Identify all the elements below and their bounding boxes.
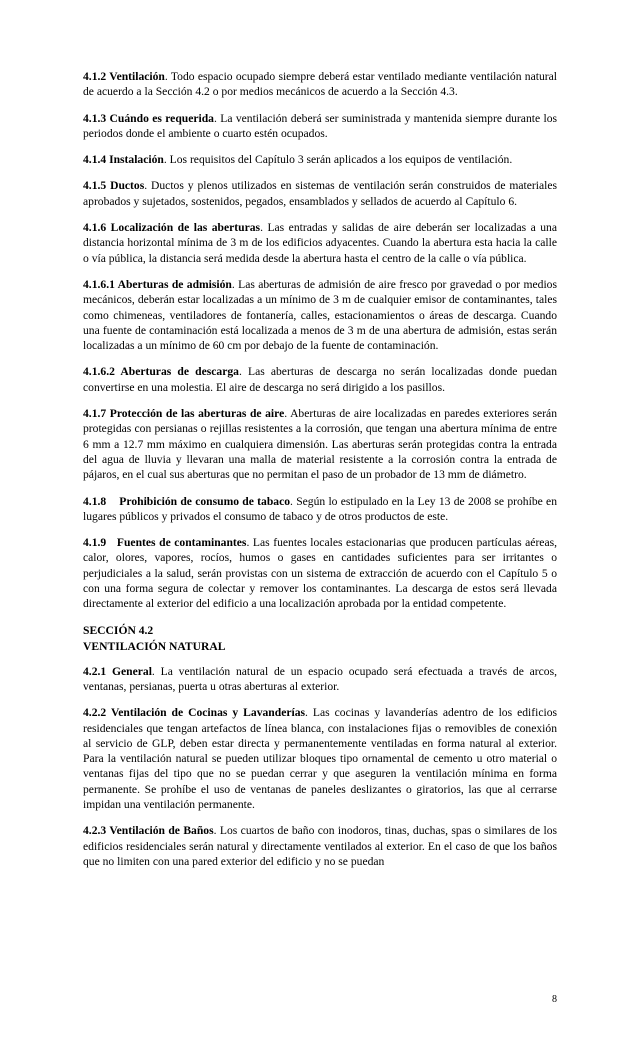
paragraph-4-1-8	[83, 494, 557, 525]
heading-separator: .	[163, 153, 170, 167]
paragraph-heading: 4.2.1 General	[83, 664, 152, 678]
paragraph-text: Ductos y plenos utilizados en sistemas de ventilación serán construidos de materiales aprobados y sujetados, sostenidos, pegados, ensamblados y sellados de acuerdo al Capítulo 6.	[83, 179, 557, 208]
heading-separator: .	[231, 277, 239, 291]
paragraph-heading: 4.1.5 Ductos	[83, 179, 145, 193]
heading-separator: .	[144, 179, 152, 193]
section-number: SECCIÓN 4.2	[83, 623, 154, 637]
paragraph-4-1-6-2	[83, 364, 557, 395]
heading-separator: .	[213, 111, 221, 125]
paragraph-text: Las fuentes locales estacionarias que producen partículas aéreas, calor, olores, vapores, rocíos, humos o gases en cantidades suficientes para ser irritantes o perjudiciales a la salud, serán provistas con un sistema de extracción de acuerdo con el Capítulo 5 o con una forma segura de colectar y remover los contaminantes. La descarga de estos será llevada directamente al exterior del edificio a una localización aprobada por la entidad competente.	[83, 536, 558, 611]
paragraph-heading: 4.2.2 Ventilación de Cocinas y Lavanderías	[83, 706, 306, 720]
paragraph-heading: 4.1.6.1 Aberturas de admisión	[83, 277, 232, 291]
paragraph-4-1-3	[83, 111, 557, 142]
paragraph-heading: 4.1.2 Ventilación	[83, 70, 165, 83]
paragraph-text: Según lo estipulado en la Ley 13 de 2008 se prohíbe en lugares públicos y privados el consumo de tabaco y de otros productos de este.	[83, 494, 557, 523]
paragraph-text: Los cuartos de baño con inodoros, tinas, duchas, spas o similares de los edificios residenciales serán natural y directamente ventilados al exterior. En el caso de que los baños que no limiten con una pared exterior del edificio y no se puedan	[83, 824, 558, 868]
paragraph-heading: 4.1.3 Cuándo es requerida	[83, 111, 214, 125]
paragraph-text: Las aberturas de admisión de aire fresco por gravedad o por medios mecánicos, deberán estar localizadas a un mínimo de 3 m de cualquier emisor de contaminantes, tales como chimeneas, ventiladores de fontanería, calles, estacionamientos o áreas de descarga. Cuando una fuente de contaminación está localizada a menos de 3 m de una abertura de admisión, estas serán localizadas a un mínimo de 60 cm por debajo de la fuente de contaminación.	[83, 277, 557, 353]
heading-separator: .	[305, 706, 313, 720]
section-title: VENTILACIÓN NATURAL	[83, 639, 226, 653]
section-heading	[83, 623, 557, 655]
paragraph-4-1-7	[83, 406, 557, 482]
paragraph-heading: 4.2.3 Ventilación de Baños	[83, 824, 214, 838]
paragraph-heading: 4.1.8 Prohibición de consumo de tabaco	[83, 494, 291, 508]
paragraph-text: La ventilación deberá ser suministrada y mantenida siempre durante los periodos donde el ambiente o cuarto estén ocupados.	[83, 111, 557, 140]
heading-separator: .	[290, 494, 297, 508]
paragraph-heading: 4.1.6.2 Aberturas de descarga	[83, 365, 239, 379]
paragraph-4-2-3	[83, 823, 557, 869]
paragraph-4-2-1	[83, 664, 557, 695]
paragraph-text: Aberturas de aire localizadas en paredes exteriores serán protegidas con persianas o rejillas resistentes a la corrosión, que tengan una abertura mínima de entre 6 mm a 12.7 mm máximo en cualquiera dimensión. Las aberturas serán protegidas contra la entrada del agua de lluvia y llevaran una malla de material resistente a la corrosión contra la entrada de pájaros, en el cual sus aberturas que no permitan el paso de un probador de 13 mm de diámetro.	[83, 407, 557, 482]
heading-separator: .	[260, 221, 268, 235]
paragraph-text: Las cocinas y lavanderías adentro de los edificios residenciales que tengan artefactos de línea blanca, con instalaciones fijas o removibles de conexión al servicio de GLP, deben estar directa y permanentemente ventiladas en forma natural al exterior. Para la ventilación natural se pueden utilizar bloques tipo ornamental de cemento u otro material o ventanas fijas del tipo que no se puedan cerrar y que aseguren la ventilación mínima en forma permanente. Se prohíbe el uso de ventanas de paneles deslizantes o giratorios, las que al cerrarse impidan una ventilación permanente.	[83, 706, 558, 811]
paragraph-text: Las aberturas de descarga no serán localizadas donde puedan convertirse en una molestia. El aire de descarga no será dirigido a los pasillos.	[83, 365, 558, 394]
paragraph-text: Los requisitos del Capítulo 3 serán aplicados a los equipos de ventilación.	[169, 153, 513, 167]
heading-separator: .	[213, 824, 220, 838]
paragraph-4-1-6	[83, 220, 557, 266]
heading-separator: .	[164, 70, 171, 83]
heading-separator: .	[151, 664, 161, 678]
paragraph-heading: 4.1.4 Instalación	[83, 153, 164, 167]
heading-separator: .	[284, 407, 291, 421]
paragraph-text: Las entradas y salidas de aire deberán ser localizadas a una distancia horizontal mínima de 3 m de los edificios adyacentes. Cuando la abertura esta hacia la calle o vía pública, la distancia será medida desde la abertura hasta el centro de la calle o vía pública.	[83, 221, 557, 265]
paragraph-heading: 4.1.6 Localización de las aberturas	[83, 221, 261, 235]
paragraph-4-1-4	[83, 152, 557, 167]
paragraph-heading: 4.1.9 Fuentes de contaminantes	[83, 536, 247, 550]
heading-separator: .	[246, 536, 253, 550]
paragraph-4-1-9	[83, 535, 557, 611]
paragraph-text: La ventilación natural de un espacio ocupado será efectuada a través de arcos, ventanas, persianas, puerta u otras aberturas al exterior.	[83, 664, 558, 693]
paragraph-4-1-5	[83, 178, 557, 209]
paragraph-4-1-6-1	[83, 277, 557, 353]
page-number: 8	[552, 994, 557, 1005]
paragraph-heading: 4.1.7 Protección de las aberturas de aire	[83, 407, 285, 421]
page-content	[83, 69, 557, 880]
paragraph-text: Todo espacio ocupado siempre deberá estar ventilado mediante ventilación natural de acuerdo a la Sección 4.2 o por medios mecánicos de acuerdo a la Sección 4.3.	[83, 70, 557, 99]
paragraph-4-2-2	[83, 705, 557, 812]
paragraph-4-1-2	[83, 69, 557, 100]
heading-separator: .	[238, 365, 248, 379]
